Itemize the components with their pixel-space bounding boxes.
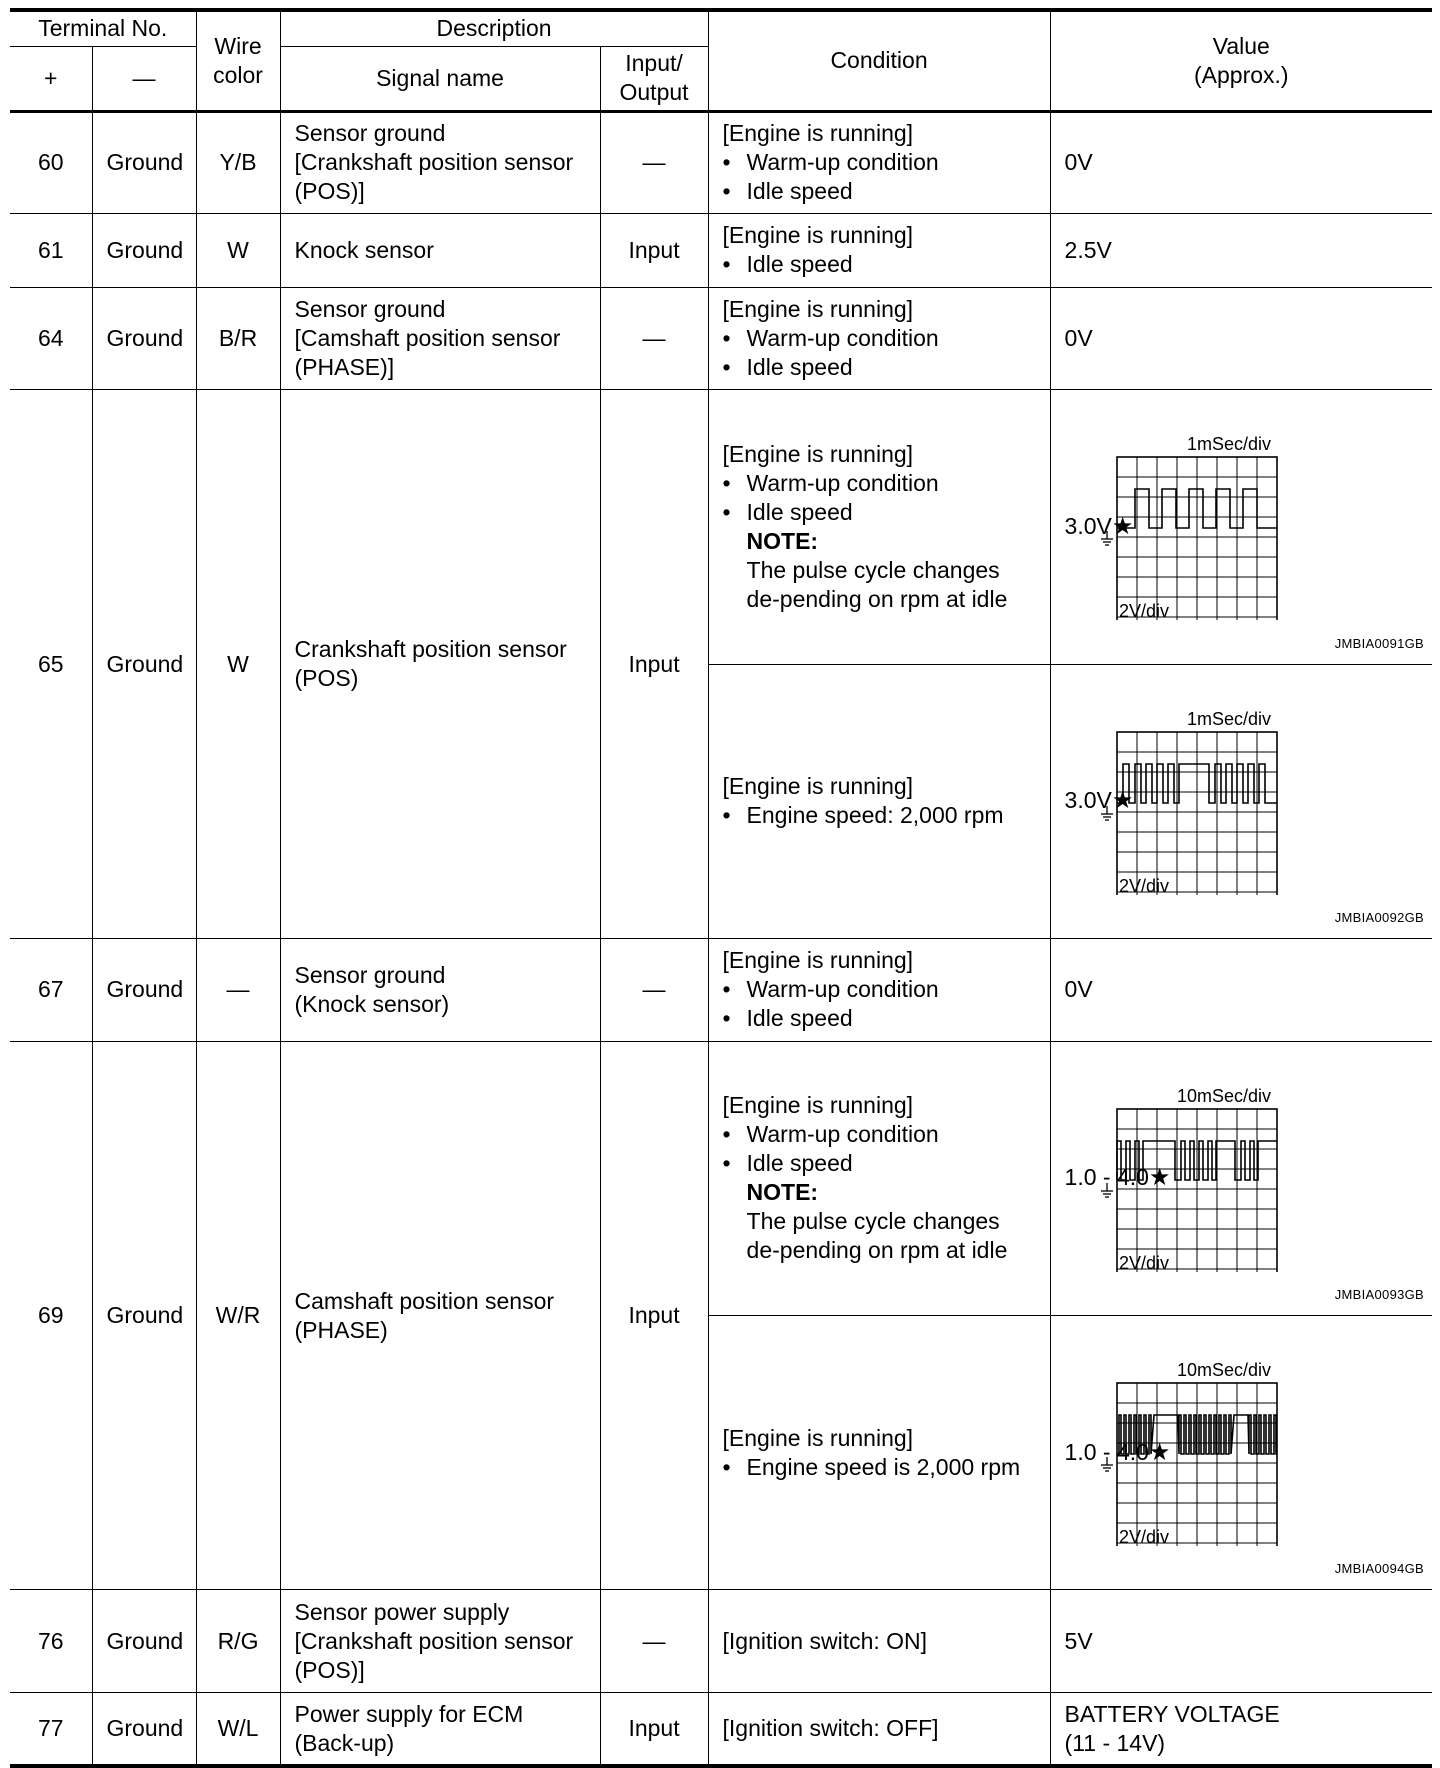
cell-line: Sensor ground [294, 120, 446, 147]
volt-division-label: 2V/div [1118, 875, 1169, 895]
oscilloscope-grid [1117, 1383, 1277, 1546]
table-row [10, 1590, 1432, 1693]
header-terminal-no: Terminal No. [10, 10, 196, 46]
oscilloscope-waveform [1089, 1356, 1329, 1546]
header-description: Description [280, 10, 708, 46]
header-signal-name: Signal name [280, 46, 600, 111]
oscilloscope-grid [1117, 457, 1277, 620]
table-body [10, 111, 1432, 1766]
condition-cell [708, 214, 1050, 287]
header-value-line: (Approx.) [1193, 61, 1289, 88]
cell-line: Crankshaft position sensor [294, 636, 567, 663]
star-icon: ★ [1148, 1164, 1171, 1192]
header-minus: — [92, 46, 196, 111]
cell-line: Sensor power supply [294, 1598, 510, 1625]
cell-line: Power supply for ECM [294, 1700, 524, 1727]
star-icon: ★ [1148, 1438, 1171, 1466]
signal-name [280, 111, 600, 214]
terminal-plus: 60 [10, 111, 92, 214]
signal-name [280, 1590, 600, 1693]
condition-cell [708, 1041, 1050, 1315]
condition-bullet: • Idle speed [723, 353, 1036, 382]
terminal-minus: Ground [92, 390, 196, 939]
value-cell: 0V [1050, 287, 1432, 390]
terminal-plus: 65 [10, 390, 92, 939]
condition-cell [708, 1590, 1050, 1693]
wire-color: R/G [196, 1590, 280, 1693]
condition-head: [Engine is running] [722, 773, 914, 800]
terminal-plus: 67 [10, 938, 92, 1041]
volt-division-label: 2V/div [1118, 1527, 1169, 1547]
wire-color: B/R [196, 287, 280, 390]
oscilloscope-waveform [1089, 705, 1329, 895]
cell-line: (POS) [294, 665, 359, 692]
header-value-line: Value [1212, 32, 1270, 59]
condition-bullet: • Idle speed [723, 498, 1036, 527]
value-cell: 0V [1050, 938, 1432, 1041]
oscilloscope-value-cell [1050, 1316, 1432, 1590]
condition-bullet: • Warm-up condition [723, 324, 1036, 353]
terminal-minus: Ground [92, 1590, 196, 1693]
cell-line: (Knock sensor) [294, 990, 450, 1017]
time-division-label: 10mSec/div [1176, 1360, 1271, 1381]
terminal-minus: Ground [92, 1693, 196, 1766]
header-wire-color-line: Wire [214, 32, 262, 59]
terminal-plus: 64 [10, 287, 92, 390]
condition-bullet: • Idle speed [723, 1149, 1036, 1178]
cell-line: [Crankshaft position sensor [294, 1627, 574, 1654]
condition-bullet: • Warm-up condition [723, 1120, 1036, 1149]
figure-id: JMBIA0093GB [1334, 1287, 1425, 1303]
figure-id: JMBIA0091GB [1334, 635, 1425, 651]
condition-bullet: • Idle speed [723, 250, 1036, 279]
header-value [1050, 10, 1432, 111]
header-input-output [600, 46, 708, 111]
header-input-output-line: Output [619, 79, 689, 105]
terminal-plus: 61 [10, 214, 92, 287]
value-cell: 5V [1050, 1590, 1432, 1693]
header-input-output-line: Input/ [625, 50, 683, 76]
wire-color: — [196, 938, 280, 1041]
condition-bullet: • Warm-up condition [723, 975, 1036, 1004]
ground-icon [1101, 1183, 1113, 1197]
terminal-plus: 76 [10, 1590, 92, 1693]
wire-color: W [196, 214, 280, 287]
table-row [10, 938, 1432, 1041]
volt-division-label: 2V/div [1118, 601, 1169, 621]
condition-bullet: • Idle speed [723, 177, 1036, 206]
condition-bullet: • Engine speed: 2,000 rpm [723, 801, 1036, 830]
condition-bullet: • Warm-up condition [723, 148, 1036, 177]
figure-id: JMBIA0092GB [1334, 909, 1425, 925]
condition-cell [708, 664, 1050, 938]
oscilloscope-grid [1117, 1109, 1277, 1272]
signal-name [280, 938, 600, 1041]
signal-name [280, 1693, 600, 1766]
condition-cell [708, 938, 1050, 1041]
terminal-spec-table [10, 8, 1432, 1768]
condition-head: [Engine is running] [722, 295, 914, 322]
cell-line: (POS)] [294, 1656, 365, 1683]
header-condition: Condition [708, 10, 1050, 111]
table-row [10, 287, 1432, 390]
condition-head: [Engine is running] [722, 120, 914, 147]
cell-line: (POS)] [294, 178, 365, 205]
oscilloscope-waveform [1089, 430, 1329, 620]
star-icon: ★ [1111, 513, 1134, 540]
waveform-value-text: 3.0V [1064, 787, 1112, 814]
terminal-minus: Ground [92, 214, 196, 287]
condition-cell [708, 111, 1050, 214]
header-wire-color-line: color [213, 61, 263, 88]
terminal-plus: 77 [10, 1693, 92, 1766]
condition-cell [708, 1316, 1050, 1590]
value-cell: 2.5V [1050, 214, 1432, 287]
cell-line: Knock sensor [294, 236, 434, 263]
condition-bullet: • Idle speed [723, 1004, 1036, 1033]
note-text: The pulse cycle changes de-pending on rpm at idle [746, 1208, 1008, 1264]
input-output: — [600, 938, 708, 1041]
input-output: Input [600, 1693, 708, 1766]
wire-color: W [196, 390, 280, 939]
terminal-minus: Ground [92, 938, 196, 1041]
cell-line: (PHASE) [294, 1316, 388, 1343]
table-row [10, 1041, 1432, 1315]
volt-division-label: 2V/div [1118, 1252, 1169, 1272]
cell-line: Sensor ground [294, 295, 446, 322]
time-division-label: 1mSec/div [1186, 434, 1271, 455]
wire-color: W/L [196, 1693, 280, 1766]
cell-line: [Crankshaft position sensor [294, 149, 574, 176]
note-heading: NOTE: [746, 528, 819, 554]
wire-color: W/R [196, 1041, 280, 1590]
ground-icon [1101, 806, 1113, 820]
table-row [10, 1693, 1432, 1766]
signal-name [280, 390, 600, 939]
condition-bullet: • Engine speed is 2,000 rpm [723, 1453, 1036, 1482]
ground-icon [1101, 1457, 1113, 1471]
terminal-minus: Ground [92, 111, 196, 214]
table-row [10, 214, 1432, 287]
condition-head: [Engine is running] [722, 441, 914, 467]
signal-name [280, 1041, 600, 1590]
condition-head: [Engine is running] [722, 947, 914, 974]
input-output: — [600, 1590, 708, 1693]
header-plus: + [10, 46, 92, 111]
cell-line: Sensor ground [294, 961, 446, 988]
input-output: Input [600, 1041, 708, 1590]
condition-head: [Ignition switch: OFF] [722, 1715, 939, 1742]
oscilloscope-grid [1117, 732, 1277, 895]
ground-icon [1101, 531, 1113, 545]
condition-cell [708, 390, 1050, 664]
value-line: (11 - 14V) [1064, 1729, 1166, 1756]
oscilloscope-waveform [1089, 1082, 1329, 1272]
wire-color: Y/B [196, 111, 280, 214]
header-wire-color [196, 10, 280, 111]
condition-head: [Engine is running] [722, 1424, 914, 1451]
value-line: BATTERY VOLTAGE [1064, 1700, 1280, 1727]
note-text: The pulse cycle changes de-pending on rpm at idle [746, 557, 1008, 612]
table-row [10, 390, 1432, 664]
condition-head: [Ignition switch: ON] [722, 1627, 928, 1654]
input-output: — [600, 111, 708, 214]
terminal-plus: 69 [10, 1041, 92, 1590]
terminal-minus: Ground [92, 287, 196, 390]
oscilloscope-value-cell [1050, 1041, 1432, 1315]
cell-line: (Back-up) [294, 1729, 395, 1756]
input-output: — [600, 287, 708, 390]
input-output: Input [600, 390, 708, 939]
condition-head: [Engine is running] [722, 222, 914, 249]
time-division-label: 10mSec/div [1176, 1085, 1271, 1106]
oscilloscope-value-cell [1050, 664, 1432, 938]
input-output: Input [600, 214, 708, 287]
signal-name [280, 287, 600, 390]
condition-head: [Engine is running] [722, 1092, 914, 1119]
waveform-value-text: 1.0 - 4.0 [1064, 1164, 1149, 1191]
cell-line: [Camshaft position sensor [294, 324, 561, 351]
figure-id: JMBIA0094GB [1334, 1561, 1425, 1577]
terminal-minus: Ground [92, 1041, 196, 1590]
cell-line: Camshaft position sensor [294, 1287, 555, 1314]
note-heading: NOTE: [746, 1179, 819, 1206]
table-header [10, 10, 1432, 111]
waveform-value-text: 3.0V [1064, 513, 1112, 539]
value-cell: 0V [1050, 111, 1432, 214]
cell-line: (PHASE)] [294, 353, 395, 380]
star-icon: ★ [1111, 787, 1134, 815]
condition-bullet: • Warm-up condition [723, 469, 1036, 498]
oscilloscope-value-cell [1050, 390, 1432, 664]
condition-cell [708, 1693, 1050, 1766]
signal-name [280, 214, 600, 287]
time-division-label: 1mSec/div [1186, 708, 1271, 729]
waveform-value-text: 1.0 - 4.0 [1064, 1438, 1149, 1465]
value-cell [1050, 1693, 1432, 1766]
condition-cell [708, 287, 1050, 390]
table-row [10, 111, 1432, 214]
